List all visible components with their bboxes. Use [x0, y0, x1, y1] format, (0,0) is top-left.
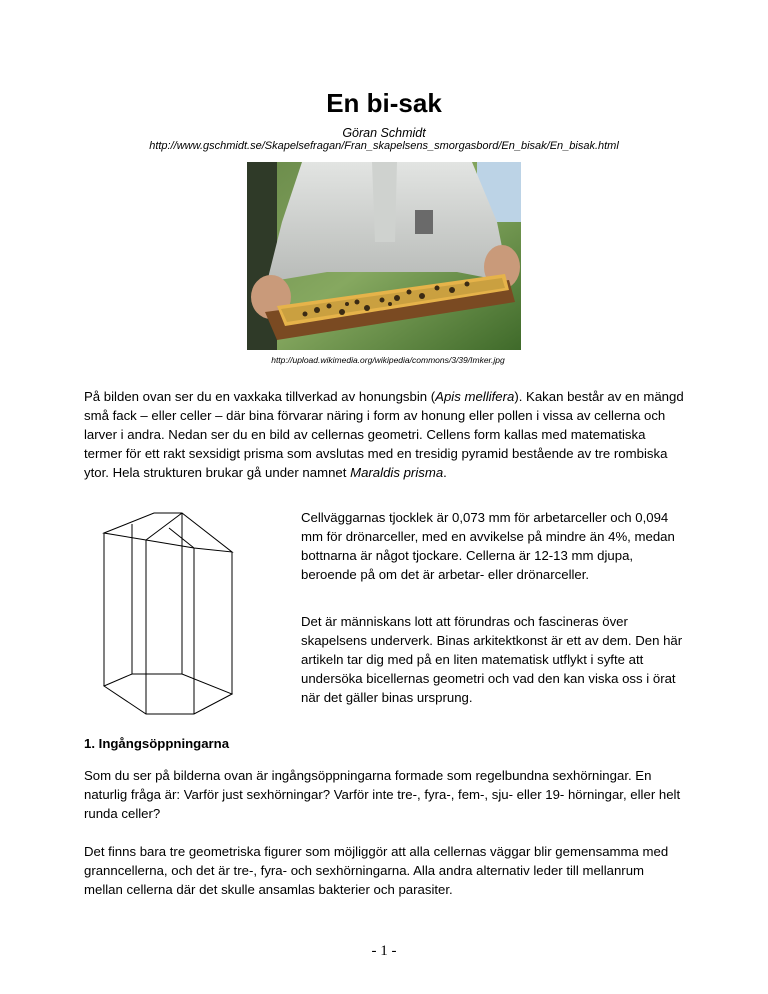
hexagon-question-paragraph: Som du ser på bilderna ovan är ingångsöppningarna formade som regelbundna sexhörningar. En naturlig fråga är: Varför just sexhörningar? Varför inte tre-, fyra-, fem-, sju- eller 19- hörningar, eller helt runda celler? — [84, 768, 681, 821]
maraldi-prism-drawing — [96, 508, 240, 720]
cell-wall-paragraph: Cellväggarnas tjocklek är 0,073 mm för arbetarceller och 0,094 mm för drönarceller, med en avvikelse på mindre än 4%, medan bottnarna är något tjockare. Cellerna är 12-13 mm djupa, beroende på om det är arbetar- eller drönarceller. — [301, 510, 675, 582]
intro-paragraph: På bilden ovan ser du en vaxkaka tillverkad av honungsbin (Apis mellifera). Kakan består av en mängd små fack – eller celler – där bina förvarar näring i form av honung eller pollen i vissa av cellerna och larver i andra. Nedan ser du en bild av cellernas geometri. Cellens form kallas med matematiska termer för ett rakt sexsidigt prisma som avslutas med en tresidig pyramid bestående av tre rombiska ytor. Hela strukturen brukar gå under namnet Maraldis prisma. — [84, 389, 684, 480]
geometry-paragraph: Det finns bara tre geometriska figurer som möjliggör att alla cellernas väggar blir gemensamma med granncellerna, och det är tre-, fyra- och sexhörningarna. Alla andra alternativ leder till mellanrum mellan cellerna där det skulle ansamlas bakterier och parasiter. — [84, 844, 669, 897]
page-number: - 1 - — [371, 943, 397, 959]
photo-credit: http://upload.wikimedia.org/wikipedia/commons/3/39/Imker.jpg — [271, 355, 505, 365]
page-title: En bi-sak — [326, 88, 442, 118]
intro-purpose-paragraph: Det är människans lott att förundras och fascineras över skapelsens underverk. Binas arkitektkonst är ett av dem. Den här artikeln tar dig med på en liten matematisk utflykt i syfte att undersöka bicellernas geometri och vad den kan viska oss i örat när det gäller binas ursprung. — [301, 614, 683, 705]
species-name: Apis mellifera — [435, 389, 515, 404]
section-heading: 1. Ingångsöppningarna — [84, 736, 230, 751]
beekeeper-photo — [247, 162, 521, 350]
prism-name: Maraldis prisma — [350, 465, 444, 480]
source-url: http://www.gschmidt.se/Skapelsefragan/Fran_skapelsens_smorgasbord/En_bisak/En_bisak.html — [149, 140, 619, 152]
author-name: Göran Schmidt — [342, 126, 426, 140]
